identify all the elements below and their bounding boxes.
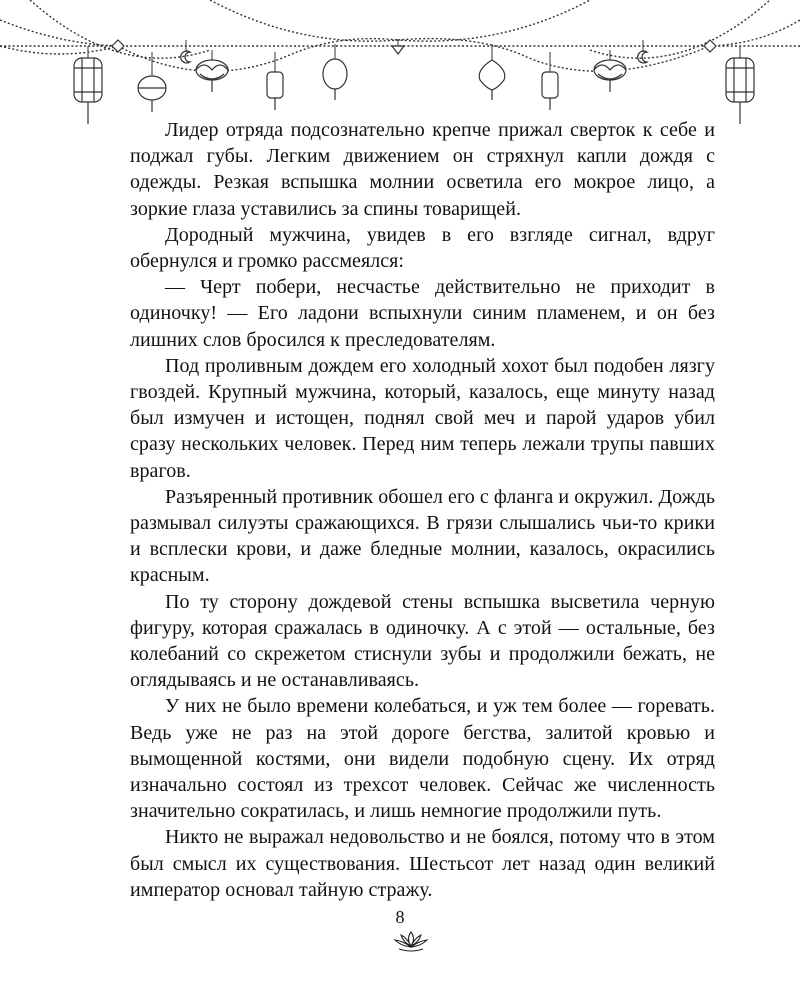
paragraph: — Черт побери, несчастье действительно не приходит в одиночку! — Его ладони вспыхнули синим пламенем, и он без лишних слов бросился к преследователям. <box>130 276 715 351</box>
egg-lantern-left <box>323 59 347 100</box>
lantern-garland-illustration <box>0 0 800 135</box>
body-text <box>130 117 715 903</box>
round-lantern-left <box>138 76 166 112</box>
paragraph: У них не было времени колебаться, и уж тем более — горевать. Ведь уже не раз на этой дороге бегства, залитой кровью и вымощенной костями, они видели подобную сцену. Их отряд изначально состоял из трехсот человек. Сейчас же численность значительно сократилась, и лишь немногие продолжили путь. <box>130 695 715 823</box>
onion-lantern-right <box>479 60 505 100</box>
paragraph: Под проливным дождем его холодный хохот был подобен лязгу гвоздей. Крупный мужчина, который, казалось, еще минуту назад был измучен и истощен, поднял свой меч и парой ударов убил сразу нескольких человек. Перед ним теперь лежали трупы павших врагов. <box>130 354 715 482</box>
small-lantern-right <box>542 72 558 110</box>
cylinder-lantern-left <box>74 58 102 124</box>
paragraph: Никто не выражал недовольство и не боялся, потому что в этом был смысл их существования. Шестьсот лет назад один великий император основал тайную стражу. <box>130 826 715 901</box>
lotus-lantern-left <box>196 60 228 92</box>
lotus-icon <box>393 930 429 952</box>
crescent-moon-right-icon <box>638 51 647 63</box>
small-lantern-left <box>267 72 283 110</box>
paragraph: Разъяренный противник обошел его с фланга и окружил. Дождь размывал силуэты сражающихся. В грязи слышались чьи-то крики и всплески крови, и даже бледные молнии, казалось, окрасились красным. <box>130 485 715 587</box>
crescent-moon-icon <box>181 51 190 63</box>
cylinder-lantern-right <box>726 58 754 124</box>
star-ornament-icon <box>112 40 716 54</box>
lotus-lantern-right <box>594 60 626 92</box>
page-number: 8 <box>395 907 405 927</box>
paragraph: Дородный мужчина, увидев в его взгляде сигнал, вдруг обернулся и громко рассмеялся: <box>130 223 715 273</box>
paragraph: Лидер отряда подсознательно крепче прижал сверток к себе и поджал губы. Легким движением он стряхнул капли дождя с одежды. Резкая вспышка молнии осветила его мокрое лицо, а зоркие глаза уставились за спины товарищей. <box>130 119 715 220</box>
paragraph: По ту сторону дождевой стены вспышка высветила черную фигуру, которая сражалась в одиночку. А с этой — остальные, без колебаний со скрежетом стиснули зубы и продолжили бежать, не оглядываясь и не останавливаясь. <box>130 590 715 692</box>
garland-strings <box>0 0 800 71</box>
